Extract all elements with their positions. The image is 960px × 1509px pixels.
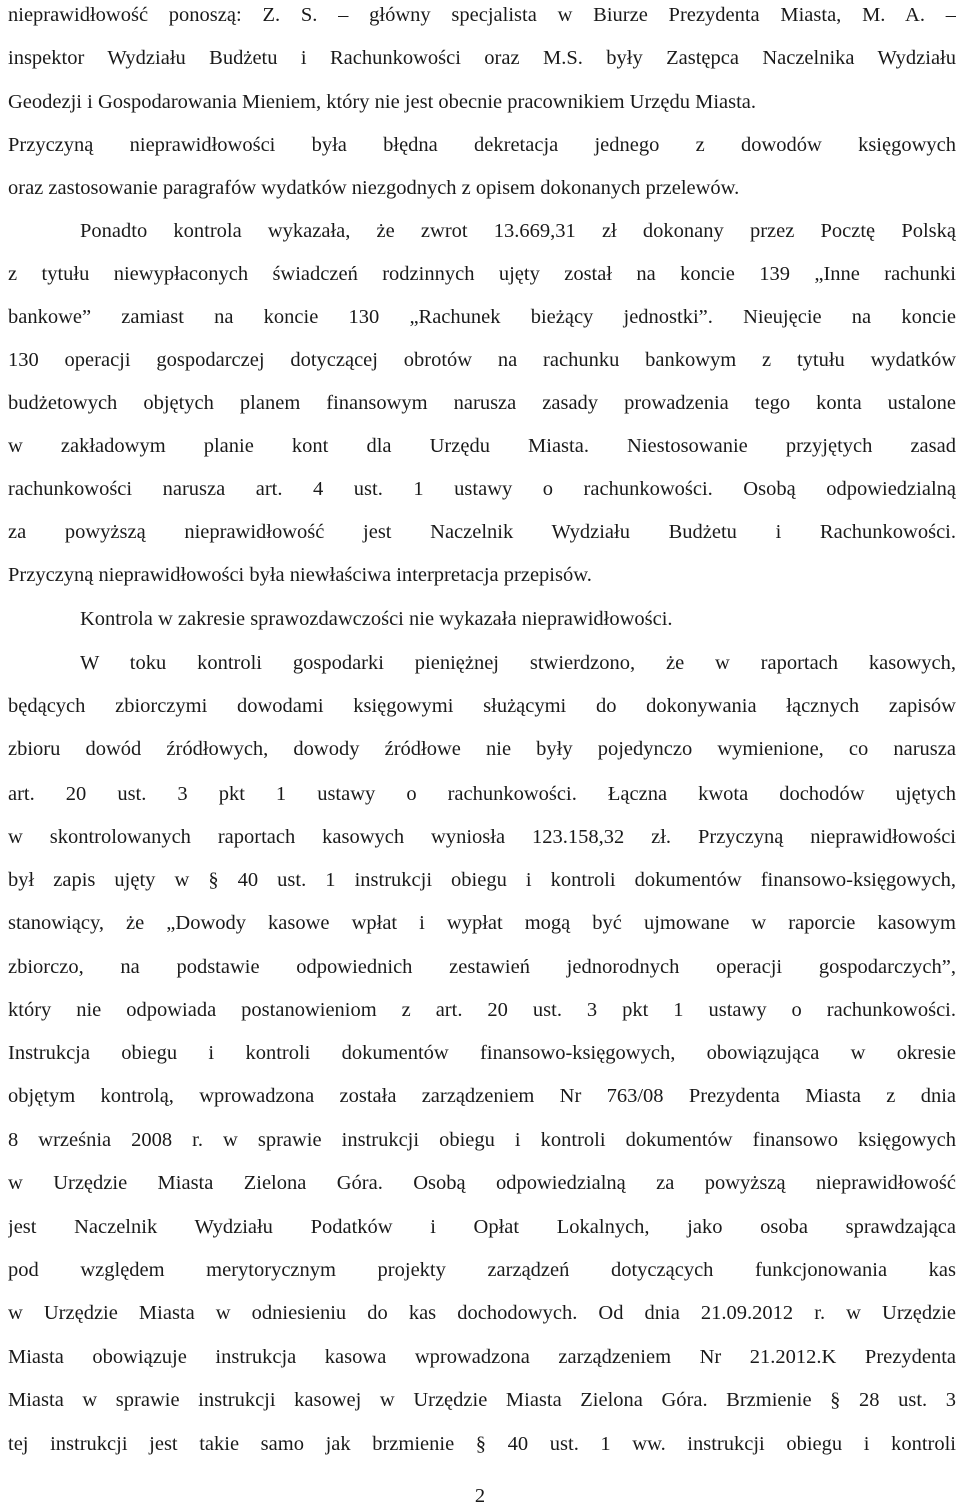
text-line: tej instrukcji jest takie samo jak brzmienie § 40 ust. 1 ww. instrukcji obiegu i kontroli <box>8 1433 956 1455</box>
text-line: będących zbiorczymi dowodami księgowymi służącymi do dokonywania łącznych zapisów <box>8 695 956 717</box>
text-line: zbiorczo, na podstawie odpowiednich zestawień jednorodnych operacji gospodarczych”, <box>8 956 956 978</box>
text-line: budżetowych objętych planem finansowym narusza zasady prowadzenia tego konta ustalone <box>8 392 956 414</box>
text-line: w Urzędzie Miasta w odniesieniu do kas dochodowych. Od dnia 21.09.2012 r. w Urzędzie <box>8 1302 956 1324</box>
text-line: Ponadto kontrola wykazała, że zwrot 13.669,31 zł dokonany przez Pocztę Polską <box>80 220 956 242</box>
text-line: objętym kontrolą, wprowadzona została zarządzeniem Nr 763/08 Prezydenta Miasta z dnia <box>8 1085 956 1107</box>
text-line: Przyczyną nieprawidłowości była błędna dekretacja jednego z dowodów księgowych <box>8 134 956 156</box>
text-line: za powyższą nieprawidłowość jest Naczelnik Wydziału Budżetu i Rachunkowości. <box>8 521 956 543</box>
text-line: z tytułu niewypłaconych świadczeń rodzinnych ujęty został na koncie 139 „Inne rachunki <box>8 263 956 285</box>
text-line: 130 operacji gospodarczej dotyczącej obrotów na rachunku bankowym z tytułu wydatków <box>8 349 956 371</box>
text-line: oraz zastosowanie paragrafów wydatków niezgodnych z opisem dokonanych przelewów. <box>8 177 740 199</box>
text-line: Miasta obowiązuje instrukcja kasowa wprowadzona zarządzeniem Nr 21.2012.K Prezydenta <box>8 1346 956 1368</box>
text-line: Miasta w sprawie instrukcji kasowej w Urzędzie Miasta Zielona Góra. Brzmienie § 28 ust. 3 <box>8 1389 956 1411</box>
text-line: jest Naczelnik Wydziału Podatków i Opłat Lokalnych, jako osoba sprawdzająca <box>8 1216 956 1238</box>
text-line: stanowiący, że „Dowody kasowe wpłat i wypłat mogą być ujmowane w raporcie kasowym <box>8 912 956 934</box>
text-line: który nie odpowiada postanowieniom z art. 20 ust. 3 pkt 1 ustawy o rachunkowości. <box>8 999 956 1021</box>
text-line: rachunkowości narusza art. 4 ust. 1 ustawy o rachunkowości. Osobą odpowiedzialną <box>8 478 956 500</box>
text-line: bankowe” zamiast na koncie 130 „Rachunek bieżący jednostki”. Nieujęcie na koncie <box>8 306 956 328</box>
text-line: w zakładowym planie kont dla Urzędu Miasta. Niestosowanie przyjętych zasad <box>8 435 956 457</box>
text-line: 8 września 2008 r. w sprawie instrukcji obiegu i kontroli dokumentów finansowo księgowych <box>8 1129 956 1151</box>
text-line: W toku kontroli gospodarki pieniężnej stwierdzono, że w raportach kasowych, <box>80 652 956 674</box>
text-line: art. 20 ust. 3 pkt 1 ustawy o rachunkowości. Łączna kwota dochodów ujętych <box>8 783 956 805</box>
text-line: w skontrolowanych raportach kasowych wyniosła 123.158,32 zł. Przyczyną nieprawidłowości <box>8 826 956 848</box>
text-line: Geodezji i Gospodarowania Mieniem, który nie jest obecnie pracownikiem Urzędu Miasta. <box>8 91 757 113</box>
text-line: zbioru dowód źródłowych, dowody źródłowe nie były pojedynczo wymienione, co narusza <box>8 738 956 760</box>
text-line: Kontrola w zakresie sprawozdawczości nie wykazała nieprawidłowości. <box>80 608 673 630</box>
text-line: Przyczyną nieprawidłowości była niewłaściwa interpretacja przepisów. <box>8 564 592 586</box>
text-line: pod względem merytorycznym projekty zarządzeń dotyczących funkcjonowania kas <box>8 1259 956 1281</box>
text-line: nieprawidłowość ponoszą: Z. S. – główny specjalista w Biurze Prezydenta Miasta, M. A. – <box>8 4 956 26</box>
text-line: był zapis ujęty w § 40 ust. 1 instrukcji obiegu i kontroli dokumentów finansowo-księgowych, <box>8 869 956 891</box>
text-line: w Urzędzie Miasta Zielona Góra. Osobą odpowiedzialną za powyższą nieprawidłowość <box>8 1172 956 1194</box>
text-line: Instrukcja obiegu i kontroli dokumentów finansowo-księgowych, obowiązująca w okresie <box>8 1042 956 1064</box>
text-line: inspektor Wydziału Budżetu i Rachunkowości oraz M.S. były Zastępca Naczelnika Wydziału <box>8 47 956 69</box>
page-number: 2 <box>474 1485 486 1507</box>
